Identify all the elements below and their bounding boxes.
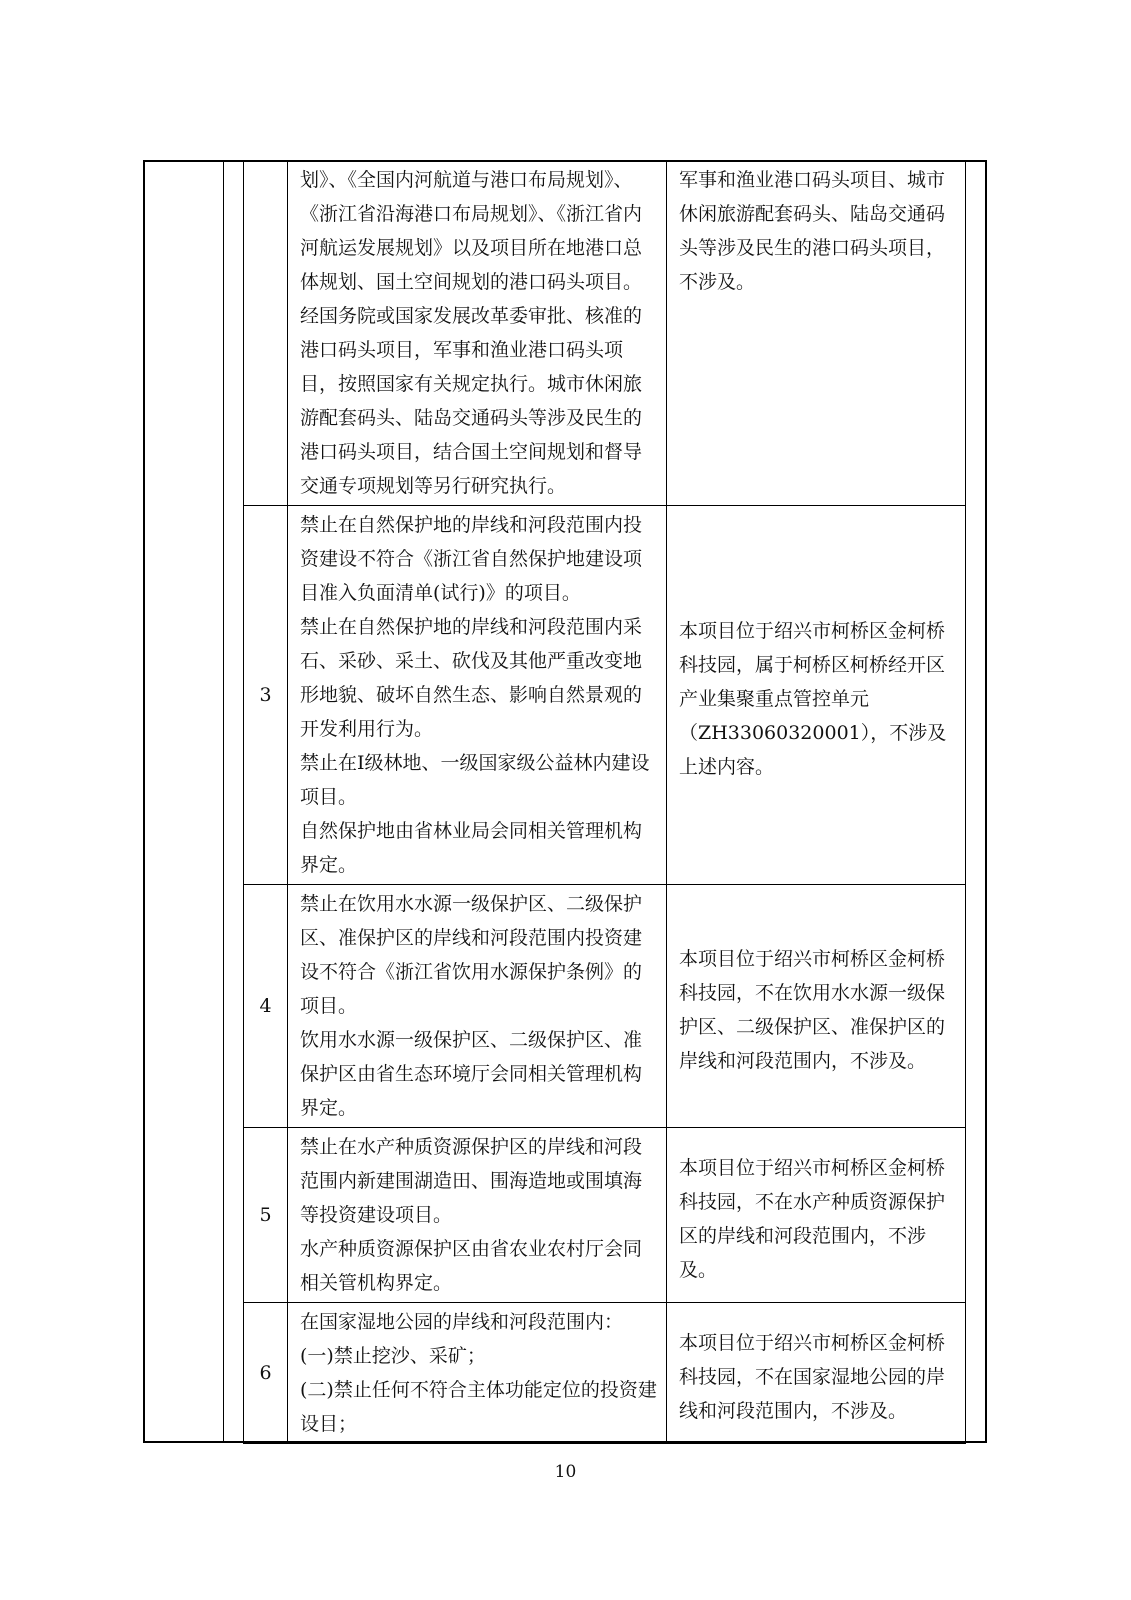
- requirement-paragraph: 自然保护地由省林业局会同相关管理机构界定。: [300, 820, 643, 876]
- requirement-paragraph: (一)禁止挖沙、采矿；: [300, 1345, 486, 1367]
- page-number: 10: [554, 1462, 577, 1482]
- requirement-paragraph: 水产种质资源保护区由省农业农村厅会同相关管机构界定。: [300, 1238, 643, 1294]
- compliance-cell: 本项目位于绍兴市柯桥区金柯桥科技园，不在水产种质资源保护区的岸线和河段范围内，不涉及。: [667, 1128, 966, 1303]
- row-number: 6: [244, 1303, 288, 1444]
- table-row: [244, 1128, 966, 1303]
- compliance-cell: 本项目位于绍兴市柯桥区金柯桥科技园，不在国家湿地公园的岸线和河段范围内，不涉及。: [667, 1303, 966, 1444]
- requirement-cell: [288, 161, 667, 506]
- requirement-paragraph: 饮用水水源一级保护区、二级保护区、准保护区由省生态环境厅会同相关管理机构界定。: [300, 1029, 643, 1119]
- table-row: [244, 885, 966, 1128]
- requirement-paragraph: 禁止在自然保护地的岸线和河段范围内投资建设不符合《浙江省自然保护地建设项目准入负面清单(试行)》的项目。: [300, 514, 643, 604]
- column-divider: [223, 162, 224, 1441]
- requirement-cell: [288, 885, 667, 1128]
- requirement-cell: [288, 1128, 667, 1303]
- table-row: [244, 506, 966, 885]
- compliance-cell: 军事和渔业港口码头项目、城市休闲旅游配套码头、陆岛交通码头等涉及民生的港口码头项目，不涉及。: [667, 161, 966, 506]
- compliance-cell: 本项目位于绍兴市柯桥区金柯桥科技园，属于柯桥区柯桥经开区产业集聚重点管控单元（ZH33060320001），不涉及上述内容。: [667, 506, 966, 885]
- requirement-paragraph: 在国家湿地公园的岸线和河段范围内：: [300, 1311, 624, 1333]
- compliance-cell: 本项目位于绍兴市柯桥区金柯桥科技园，不在饮用水水源一级保护区、二级保护区、准保护区的岸线和河段范围内，不涉及。: [667, 885, 966, 1128]
- requirement-paragraph: 划》、《全国内河航道与港口布局规划》、《浙江省沿海港口布局规划》、《浙江省内河航运发展规划》以及项目所在地港口总体规划、国土空间规划的港口码头项目。: [300, 169, 643, 293]
- requirements-table: [243, 160, 965, 1443]
- table-row: [244, 1303, 966, 1444]
- requirement-paragraph: 禁止在水产种质资源保护区的岸线和河段范围内新建围湖造田、围海造地或围填海等投资建设项目。: [300, 1136, 643, 1226]
- requirement-paragraph: (二)禁止任何不符合主体功能定位的投资建设目；: [300, 1379, 657, 1435]
- requirement-cell: [288, 506, 667, 885]
- row-number: 3: [244, 506, 288, 885]
- row-number: [244, 161, 288, 506]
- requirement-cell: [288, 1303, 667, 1444]
- row-number: 5: [244, 1128, 288, 1303]
- requirement-paragraph: 经国务院或国家发展改革委审批、核准的港口码头项目，军事和渔业港口码头项目，按照国家有关规定执行。城市休闲旅游配套码头、陆岛交通码头等涉及民生的港口码头项目，结合国土空间规划和督导交通专项规划等另行研究执行。: [300, 305, 643, 497]
- requirement-paragraph: 禁止在饮用水水源一级保护区、二级保护区、准保护区的岸线和河段范围内投资建设不符合《浙江省饮用水源保护条例》的项目。: [300, 893, 643, 1017]
- requirement-paragraph: 禁止在自然保护地的岸线和河段范围内采石、采砂、采土、砍伐及其他严重改变地形地貌、破坏自然生态、影响自然景观的开发利用行为。: [300, 616, 643, 740]
- row-number: 4: [244, 885, 288, 1128]
- table-row: [244, 161, 966, 506]
- requirement-paragraph: 禁止在I级林地、一级国家级公益林内建设项目。: [300, 752, 650, 808]
